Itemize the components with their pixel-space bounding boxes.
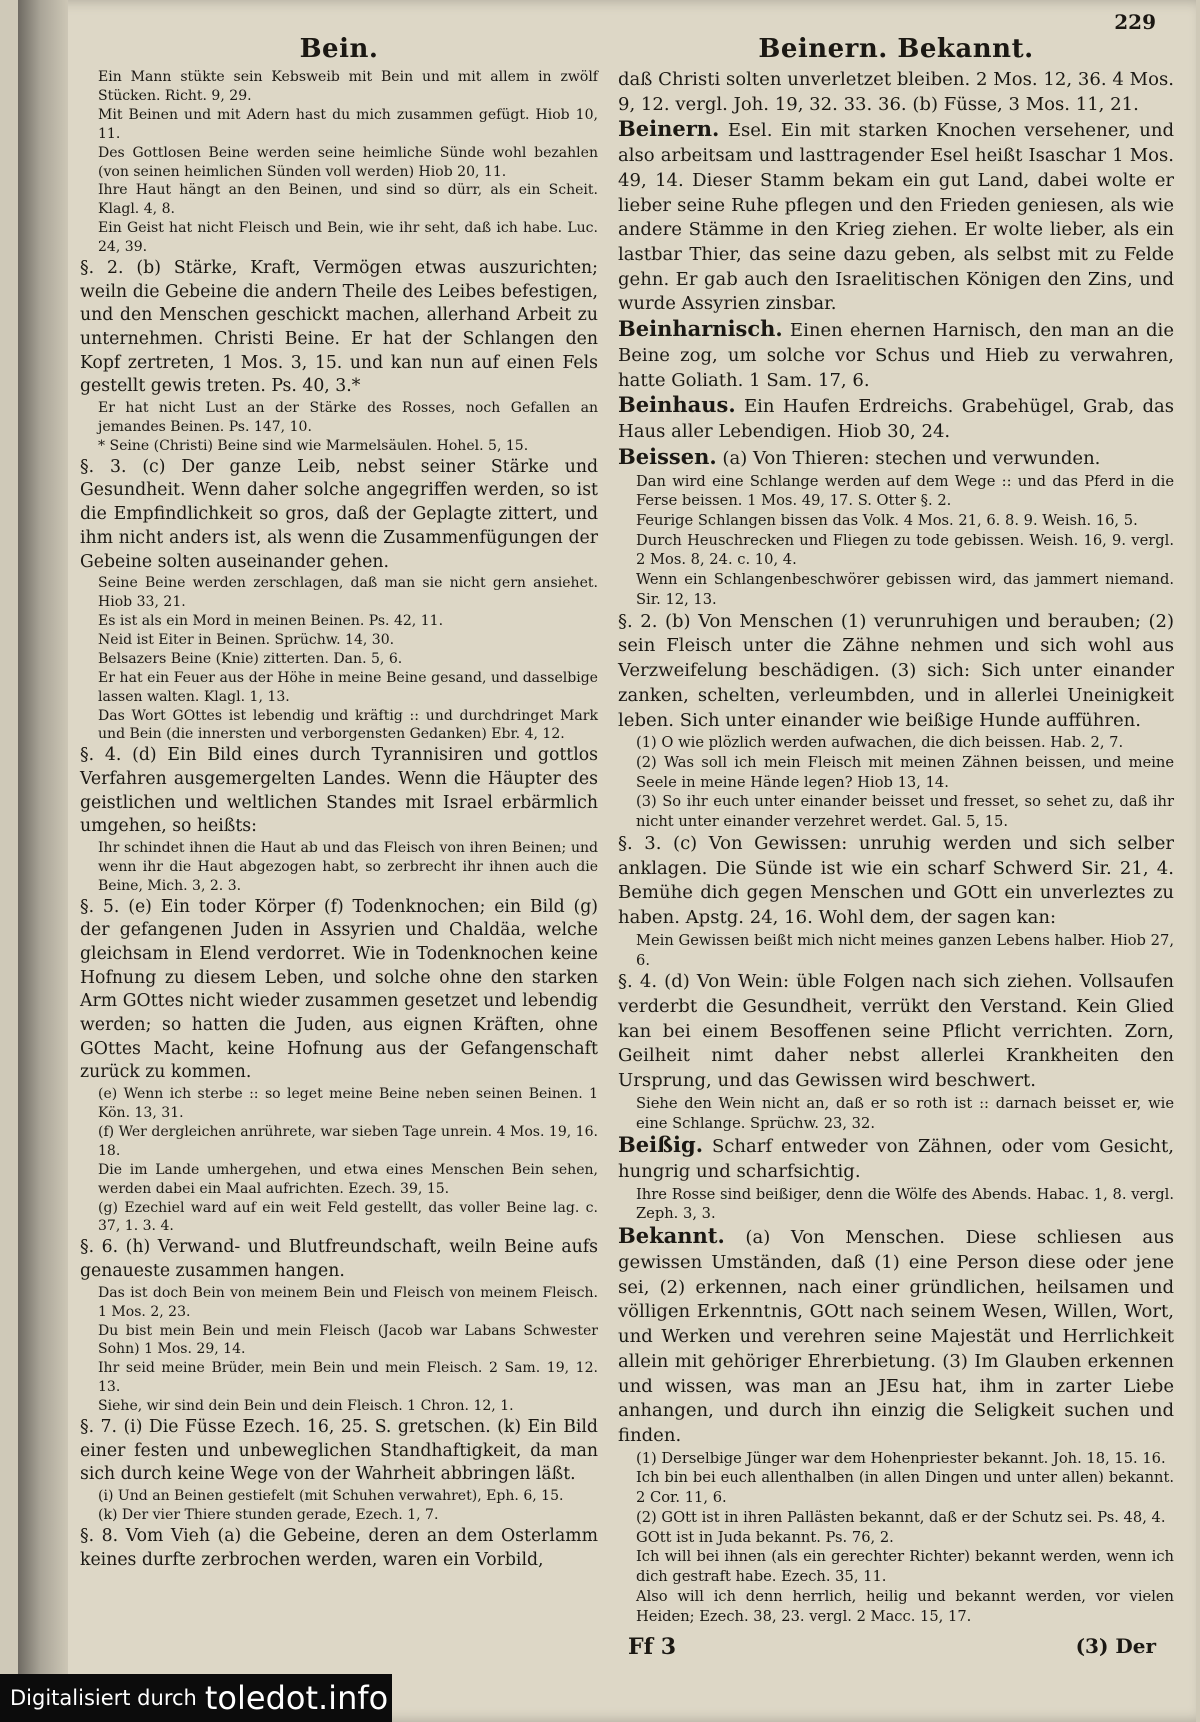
- entry-text: §. 8. Vom Vieh (a) die Gebeine, deren an dem Osterlamm keines durfte zerbrochen werden, waren ein Vorbild,: [80, 1525, 598, 1570]
- entry-text: Mein Gewissen beißt mich nicht meines ganzen Lebens halber. Hiob 27, 6.: [636, 931, 1174, 969]
- catchword: (3) Der: [1075, 1634, 1156, 1658]
- scripture-quote: [98, 68, 598, 106]
- watermark-banner: [0, 1674, 392, 1722]
- entry-text: Scharf entweder von Zähnen, oder vom Gesicht, hungrig und scharfsichtig.: [618, 1136, 1174, 1183]
- scripture-quote: [98, 1199, 598, 1237]
- scripture-quote: [98, 1506, 598, 1525]
- entry-text: Das Wort GOttes ist lebendig und kräftig :: und durchdringet Mark und Bein (die innersten und verborgensten Gedanken) Ebr. 4, 12.: [98, 707, 598, 743]
- scripture-quote: [98, 181, 598, 219]
- entry-text: Das ist doch Bein von meinem Bein und Fleisch von meinem Fleisch. 1 Mos. 2, 23.: [98, 1284, 598, 1320]
- scripture-quote: [98, 1322, 598, 1360]
- entry-text: Er hat nicht Lust an der Stärke des Rosses, noch Gefallen an jemandes Beinen. Ps. 147, 10.: [98, 400, 598, 435]
- scripture-quote: [98, 399, 598, 437]
- entry-text: Die im Lande umhergehen, und etwa eines Menschen Bein sehen, werden dabei ein Maal aufrichten. Ezech. 39, 15.: [98, 1161, 598, 1197]
- entry-text: Durch Heuschrecken und Fliegen zu tode gebissen. Weish. 16, 9. vergl. 2 Mos. 8, 24. c. 10, 4.: [636, 531, 1174, 569]
- scripture-quote: [636, 1508, 1174, 1528]
- entry-paragraph: [80, 896, 598, 1085]
- entry-text: Siehe, wir sind dein Bein und dein Fleisch. 1 Chron. 12, 1.: [98, 1398, 514, 1415]
- scripture-quote: [98, 1085, 598, 1123]
- entry-text: Belsazers Beine (Knie) zitterten. Dan. 5, 6.: [98, 650, 403, 667]
- entry-text: (2) Was soll ich mein Fleisch mit meinen Zähnen beissen, und meine Seele in meine Hände legen? Hiob 13, 14.: [636, 753, 1174, 791]
- entry-text: Ein Geist hat nicht Fleisch und Bein, wie ihr seht, daß ich habe. Luc. 24, 39.: [98, 220, 598, 256]
- entry-paragraph: [80, 257, 598, 399]
- scripture-quote: [636, 1587, 1174, 1626]
- entry-paragraph: [80, 1236, 598, 1283]
- entry-text: Ihre Haut hängt an den Beinen, und sind so dürr, als ein Scheit. Klagl. 4, 8.: [98, 182, 598, 218]
- scripture-quote: [636, 733, 1174, 753]
- book-page: [18, 0, 1196, 1722]
- entry-paragraph: [618, 117, 1174, 317]
- watermark-site: toledot.info: [204, 1679, 389, 1717]
- entry-paragraph: [618, 445, 1174, 472]
- right-column: [618, 34, 1174, 1626]
- entry-text: daß Christi solten unverletzet bleiben. 2 Mos. 12, 36. 4 Mos. 9, 12. vergl. Joh. 19, 32. 33. 36. (b) Füsse, 3 Mos. 11, 21.: [618, 69, 1174, 115]
- entry-paragraph: [80, 456, 598, 574]
- entry-text: (g) Ezechiel ward auf ein weit Feld gestellt, das voller Beine lag. c. 37, 1. 3. 4.: [98, 1199, 598, 1235]
- scripture-quote: [636, 1094, 1174, 1133]
- entry-text: Du bist mein Bein und mein Fleisch (Jacob war Labans Schwester Sohn) 1 Mos. 29, 14.: [98, 1322, 598, 1358]
- entry-text: §. 6. (h) Verwand- und Blutfreundschaft, weiln Beine aufs genaueste zusammen hangen.: [80, 1237, 598, 1282]
- entry-text: §. 3. (c) Der ganze Leib, nebst seiner Stärke und Gesundheit. Wenn daher solche angegriffen werden, so ist die Empfindlichkeit so gros, daß der Geplagte zittert, und ihm nicht anders ist, als wenn die Zusammenfügungen der Gebeine solten auseinander gehen.: [80, 456, 598, 572]
- entry-text: * Seine (Christi) Beine sind wie Marmelsäulen. Hohel. 5, 15.: [98, 437, 529, 454]
- entry-paragraph: [618, 1133, 1174, 1184]
- entry-text: Ihr schindet ihnen die Haut ab und das Fleisch von ihren Beinen; und wenn ihr die Haut abgezogen habt, so zerbrecht ihr ihnen auch die Beine, Mich. 3, 2. 3.: [98, 840, 598, 894]
- entry-text: Neid ist Eiter in Beinen. Sprüchw. 14, 30.: [98, 631, 395, 648]
- entry-text: Ihre Rosse sind beißiger, denn die Wölfe des Abends. Habac. 1, 8. vergl. Zeph. 3, 3.: [636, 1185, 1174, 1223]
- headword: Beinhaus.: [618, 392, 736, 418]
- entry-paragraph: [618, 317, 1174, 393]
- scripture-quote: [636, 511, 1174, 531]
- entry-paragraph: [618, 970, 1174, 1094]
- entry-text: (3) So ihr euch unter einander beisset und fresset, so sehet zu, daß ihr nicht unter einander verzehret werdet. Gal. 5, 15.: [636, 793, 1174, 831]
- scripture-quote: [636, 1547, 1174, 1586]
- right-running-head: Beinern. Bekannt.: [758, 34, 1034, 64]
- headword: Beissen.: [618, 443, 717, 469]
- entry-text: (1) O wie plözlich werden aufwachen, die dich beissen. Hab. 2, 7.: [636, 734, 1124, 752]
- page-number: 229: [1114, 10, 1156, 34]
- right-column-body: [618, 68, 1174, 1626]
- entry-text: (a) Von Thieren: stechen und verwunden.: [716, 447, 1101, 469]
- entry-text: Ein Mann stükte sein Kebsweib mit Bein und mit allem in zwölf Stücken. Richt. 9, 29.: [98, 69, 598, 104]
- scripture-quote: [636, 1468, 1174, 1507]
- scripture-quote: [98, 144, 598, 182]
- scripture-quote: [98, 437, 598, 456]
- entry-text: §. 7. (i) Die Füsse Ezech. 16, 25. S. gretschen. (k) Ein Bild einer festen und unbeweglichen Standhaftigkeit, da man sich durch keine Wege von der Wahrheit abbringen läßt.: [80, 1417, 598, 1485]
- entry-text: Siehe den Wein nicht an, daß er so roth ist :: darnach beisset er, wie eine Schlange. Sprüchw. 23, 32.: [636, 1094, 1174, 1132]
- scripture-quote: [98, 219, 598, 257]
- entry-text: Er hat ein Feuer aus der Höhe in meine Beine gesand, und dasselbige lassen walten. Klagl. 1, 13.: [98, 669, 598, 705]
- scripture-quote: [636, 472, 1174, 511]
- scripture-quote: [98, 707, 598, 745]
- scripture-quote: [636, 931, 1174, 970]
- scripture-quote: [98, 574, 598, 612]
- entry-text: (1) Derselbige Jünger war dem Hohenpriester bekannt. Joh. 18, 15. 16.: [636, 1449, 1166, 1467]
- watermark-prefix: Digitalisiert durch: [10, 1686, 197, 1710]
- entry-text: (f) Wer dergleichen anrührete, war sieben Tage unrein. 4 Mos. 19, 16. 18.: [98, 1123, 598, 1159]
- entry-text: Des Gottlosen Beine werden seine heimliche Sünde wohl bezahlen (von seinen heimlichen Sünden voll werden) Hiob 20, 11.: [98, 144, 598, 180]
- entry-text: GOtt ist in Juda bekannt. Ps. 76, 2.: [636, 1528, 894, 1546]
- scripture-quote: [636, 531, 1174, 570]
- entry-text: Esel. Ein mit starken Knochen versehener, und also arbeitsam und lasttragender Esel heißt Isaschar 1 Mos. 49, 14. Dieser Stamm bekam ein gut Land, dabei wolte er lieber seine Ruhe pflegen und den Frieden geniesen, als wie andere Stämme in den Krieg ziehen. Er wolte lieber, als ein lastbar Thier, das seine dazu geben, als selbst mit zu Felde gehn. Er gab auch den Israelitischen Königen den Zins, und wurde Assyrien zinsbar.: [618, 120, 1174, 315]
- scripture-quote: [636, 753, 1174, 792]
- entry-paragraph: [618, 832, 1174, 931]
- entry-text: Feurige Schlangen bissen das Volk. 4 Mos. 21, 6. 8. 9. Weish. 16, 5.: [636, 511, 1138, 529]
- entry-text: Mit Beinen und mit Adern hast du mich zusammen gefügt. Hiob 10, 11.: [98, 106, 598, 142]
- entry-text: Ich will bei ihnen (als ein gerechter Richter) bekannt werden, wenn ich dich gestraft habe. Ezech. 35, 11.: [636, 1548, 1174, 1586]
- entry-text: §. 2. (b) Von Menschen (1) verunruhigen und berauben; (2) sein Fleisch unter die Zähne nehmen und sich wohl aus Verzweifelung beschädigen. (3) sich: Sich unter einander zanken, schelten, verleumbden, und in allerlei Uneinigkeit leben. Sich unter einander wie beißige Hunde aufführen.: [618, 610, 1174, 731]
- entry-text: (2) GOtt ist in ihren Pallästen bekannt, daß er der Schutz sei. Ps. 48, 4.: [636, 1508, 1166, 1526]
- scripture-quote: [98, 1487, 598, 1506]
- entry-paragraph: [618, 1224, 1174, 1448]
- entry-text: §. 4. (d) Von Wein: üble Folgen nach sich ziehen. Vollsaufen verderbt die Gesundheit, verrükt den Verstand. Kein Glied kan bei einem Besoffenen seine Pflicht verrichten. Zorn, Geilheit nimt daher nebst allerlei Krankheiten den Ursprung, und das Gewissen wird beschwert.: [618, 971, 1174, 1092]
- entry-text: Ich bin bei euch allenthalben (in allen Dingen und unter allen) bekannt. 2 Cor. 11, 6.: [636, 1469, 1174, 1507]
- scripture-quote: [98, 650, 598, 669]
- entry-paragraph: [618, 610, 1174, 734]
- scripture-quote: [98, 612, 598, 631]
- left-column: [80, 34, 598, 1572]
- scripture-quote: [98, 1397, 598, 1416]
- entry-text: (e) Wenn ich sterbe :: so leget meine Beine neben seinen Beinen. 1 Kön. 13, 31.: [98, 1086, 598, 1122]
- headword: Beinharnisch.: [618, 316, 783, 342]
- entry-text: Es ist als ein Mord in meinen Beinen. Ps. 42, 11.: [98, 612, 444, 629]
- scripture-quote: [98, 839, 598, 896]
- entry-text: Wenn ein Schlangenbeschwörer gebissen wird, das jammert niemand. Sir. 12, 13.: [636, 571, 1174, 608]
- scripture-quote: [98, 106, 598, 144]
- entry-text: §. 2. (b) Stärke, Kraft, Vermögen etwas auszurichten; weiln die Gebeine die andern Theile des Leibes befestigen, und den Menschen geschickt machen, allerhand Arbeit zu unternehmen. Christi Beine. Er hat der Schlangen den Kopf zertreten, 1 Mos. 3, 15. und kan nun auf einen Fels gestellt gewis treten. Ps. 40, 3.*: [80, 258, 598, 397]
- scripture-quote: [636, 1449, 1174, 1469]
- left-column-body: [80, 68, 598, 1572]
- entry-text: (a) Von Menschen. Diese schliesen aus gewissen Umständen, daß (1) eine Person diese oder jene sei, (2) erkennen, nach einer gründlichen, heilsamen und völligen Erkenntnis, GOtt nach seinem Wesen, Willen, Wort, und Werken und verehren seine Majestät und Herrlichkeit allein mit gehöriger Ehrerbietung. (3) Im Glauben erkennen und wissen, was man an JEsu hat, ihm in zarter Liebe anhangen, und durch ihn einzig die Seligkeit suchen und finden.: [618, 1227, 1174, 1446]
- entry-text: Seine Beine werden zerschlagen, daß man sie nicht gern ansiehet. Hiob 33, 21.: [98, 575, 598, 611]
- entry-text: Einen ehernen Harnisch, den man an die Beine zog, um solche vor Schus und Hieb zu verwahren, hatte Goliath. 1 Sam. 17, 6.: [618, 320, 1174, 391]
- book-binding: [18, 0, 68, 1722]
- entry-text: §. 5. (e) Ein toder Körper (f) Todenknochen; ein Bild (g) der gefangenen Juden in Assyrien und Chaldäa, welche gleichsam in Elend verdorret. Wie in Todenknochen keine Hofnung zu diesem Leben, und solche ohne den starken Arm GOttes nicht wieder zusammen gesetzet und lebendig werden; so hatten die Juden, aus eignen Kräften, ohne GOttes Macht, keine Hofnung aus der Gefangenschaft zurück zu kommen.: [80, 896, 598, 1083]
- scripture-quote: [98, 1161, 598, 1199]
- scripture-quote: [636, 1528, 1174, 1548]
- entry-paragraph: [80, 1416, 598, 1487]
- printer-signature: Ff 3: [628, 1634, 677, 1660]
- headword: Beinern.: [618, 116, 720, 142]
- scripture-quote: [98, 1284, 598, 1322]
- entry-text: §. 4. (d) Ein Bild eines durch Tyrannisiren und gottlos Verfahren ausgemergelten Landes. Wenn die Häupter des geistlichen und weltlichen Standes mit Israel erbärmlich umgehen, so heißts:: [80, 745, 598, 837]
- scripture-quote: [98, 669, 598, 707]
- scripture-quote: [636, 570, 1174, 609]
- entry-text: (i) Und an Beinen gestiefelt (mit Schuhen verwahret), Eph. 6, 15.: [98, 1488, 564, 1505]
- entry-text: Dan wird eine Schlange werden auf dem Wege :: und das Pferd in die Ferse beissen. 1 Mos. 49, 17. S. Otter §. 2.: [636, 472, 1174, 510]
- entry-text: (k) Der vier Thiere stunden gerade, Ezech. 1, 7.: [98, 1506, 439, 1523]
- entry-text: Also will ich denn herrlich, heilig und bekannt werden, vor vielen Heiden; Ezech. 38, 23. vergl. 2 Macc. 15, 17.: [636, 1587, 1174, 1625]
- scripture-quote: [636, 792, 1174, 831]
- entry-paragraph: [618, 393, 1174, 444]
- scripture-quote: [98, 1123, 598, 1161]
- entry-text: Ihr seid meine Brüder, mein Bein und mein Fleisch. 2 Sam. 19, 12. 13.: [98, 1360, 598, 1396]
- scripture-quote: [98, 1359, 598, 1397]
- left-running-head: Bein.: [299, 34, 379, 64]
- headword: Bekannt.: [618, 1223, 725, 1249]
- entry-paragraph: [80, 1525, 598, 1572]
- entry-text: §. 3. (c) Von Gewissen: unruhig werden und sich selber anklagen. Die Sünde ist wie ein scharf Schwerd Sir. 21, 4. Bemühe dich gegen Menschen und GOtt ein unverleztes zu haben. Apstg. 24, 16. Wohl dem, der sagen kan:: [618, 832, 1174, 929]
- entry-paragraph: [618, 68, 1174, 117]
- scripture-quote: [636, 1185, 1174, 1224]
- headword: Beißig.: [618, 1132, 704, 1158]
- entry-paragraph: [80, 744, 598, 839]
- scripture-quote: [98, 631, 598, 650]
- entry-text: Ein Haufen Erdreichs. Grabehügel, Grab, das Haus aller Lebendigen. Hiob 30, 24.: [618, 396, 1174, 443]
